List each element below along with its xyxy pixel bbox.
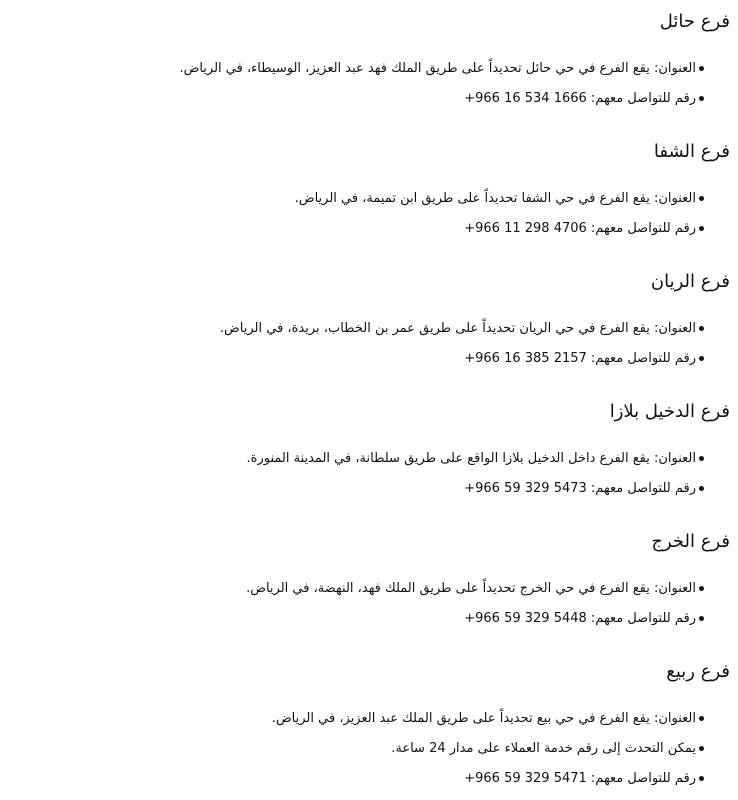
branch-title: فرع حائل	[659, 11, 730, 32]
phone-number: +966 16 385 2157	[464, 351, 587, 366]
branch-section	[10, 10, 730, 106]
phone-number: +966 11 298 4706	[464, 221, 587, 236]
bullet-icon	[699, 326, 704, 331]
branch-title: فرع الدخيل بلازا	[609, 401, 730, 422]
bullet-icon	[699, 66, 704, 71]
phone-label: رقم للتواصل معهم:	[586, 221, 696, 236]
branch-address	[10, 60, 730, 90]
bullet-icon	[699, 616, 704, 621]
branch-section	[10, 140, 730, 236]
branch-details-list	[10, 580, 730, 640]
branch-address	[10, 190, 730, 220]
bullet-icon	[699, 716, 704, 721]
phone-number: +966 59 329 5448	[464, 611, 587, 626]
branch-section	[10, 270, 730, 366]
branch-phone	[10, 480, 730, 510]
bullet-icon	[699, 96, 704, 101]
branch-title: فرع الريان	[650, 271, 730, 292]
branch-address	[10, 710, 730, 740]
address-text: العنوان: يقع الفرع في حي الريان تحديداً على طريق عمر بن الخطاب، بريدة، في الرياض.	[219, 321, 696, 336]
bullet-icon	[699, 196, 704, 201]
phone-label: رقم للتواصل معهم:	[586, 611, 696, 626]
branch-details-list	[10, 60, 730, 120]
address-text: العنوان: يقع الفرع في حي الشفا تحديداً على طريق ابن تميمة، في الرياض.	[294, 191, 696, 206]
branch-phone	[10, 90, 730, 120]
branch-section	[10, 660, 730, 786]
branch-details-list	[10, 450, 730, 510]
branch-phone	[10, 220, 730, 250]
address-text: العنوان: يقع الفرع في حي الخرج تحديداً على طريق الملك فهد، النهضة، في الرياض.	[246, 581, 696, 596]
phone-label: رقم للتواصل معهم:	[586, 771, 696, 786]
phone-label: رقم للتواصل معهم:	[586, 481, 696, 496]
address-text: العنوان: يقع الفرع داخل الدخيل بلازا الواقع على طريق سلطانة، في المدينة المنورة.	[246, 451, 696, 466]
phone-number: +966 16 534 1666	[464, 91, 587, 106]
branch-address	[10, 320, 730, 350]
branch-phone	[10, 350, 730, 380]
bullet-icon	[699, 586, 704, 591]
branch-title: فرع ربيع	[666, 661, 730, 682]
address-text: العنوان: يقع الفرع في حي بيع تحديداً على طريق الملك عبد العزيز، في الرياض.	[271, 711, 696, 726]
phone-label: رقم للتواصل معهم:	[586, 351, 696, 366]
branch-address	[10, 450, 730, 480]
bullet-icon	[699, 776, 704, 781]
branch-address	[10, 580, 730, 610]
branch-phone	[10, 610, 730, 640]
phone-number: +966 59 329 5471	[464, 771, 587, 786]
note-text: يمكن التحدث إلى رقم خدمة العملاء على مدار 24 ساعة.	[391, 741, 696, 756]
bullet-icon	[699, 456, 704, 461]
branch-title: فرع الخرج	[651, 531, 730, 552]
bullet-icon	[699, 356, 704, 361]
branch-section	[10, 530, 730, 626]
branch-details-list	[10, 320, 730, 380]
branch-details-list	[10, 710, 730, 800]
bullet-icon	[699, 226, 704, 231]
branch-note	[10, 740, 730, 770]
bullet-icon	[699, 486, 704, 491]
address-text: العنوان: يقع الفرع في حي حائل تحديداً على طريق الملك فهد عبد العزيز، الوسيطاء، في الرياض.	[179, 61, 696, 76]
phone-number: +966 59 329 5473	[464, 481, 587, 496]
branch-section	[10, 400, 730, 496]
branch-details-list	[10, 190, 730, 250]
branch-title: فرع الشفا	[653, 141, 730, 162]
branch-phone	[10, 770, 730, 800]
bullet-icon	[699, 746, 704, 751]
phone-label: رقم للتواصل معهم:	[586, 91, 696, 106]
